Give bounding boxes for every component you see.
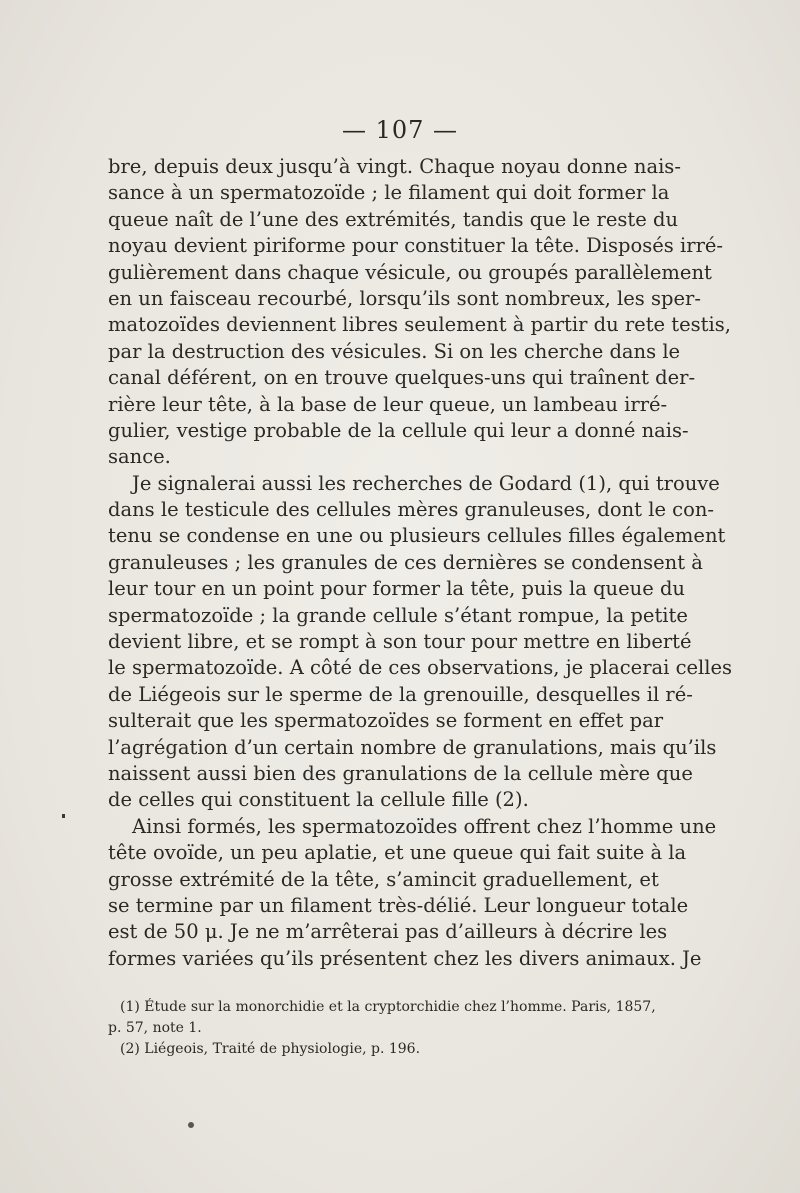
text-line: en un faisceau recourbé, lorsqu’ils sont nombreux, les sper- (108, 286, 701, 310)
text-line: Ainsi formés, les spermatozoïdes offrent chez l’homme une (132, 814, 717, 838)
text-line: de celles qui constituent la cellule fille (2). (108, 788, 529, 812)
text-line: gulièrement dans chaque vésicule, ou groupés parallèlement (108, 260, 712, 284)
text-line: queue naît de l’une des extrémités, tandis que le reste du (108, 207, 679, 231)
text-line: se termine par un filament très-délié. Leur longueur totale (108, 893, 689, 917)
text-line: le spermatozoïde. A côté de ces observations, je placerai celles (108, 656, 733, 680)
text-line: gulier, vestige probable de la cellule qui leur a donné nais- (108, 418, 689, 442)
text-line: sance à un spermatozoïde ; le filament qui doit former la (108, 181, 670, 205)
text-line: est de 50 μ. Je ne m’arrêterai pas d’ailleurs à décrire les (108, 920, 668, 944)
text-line: spermatozoïde ; la grande cellule s’étant rompue, la petite (108, 603, 688, 627)
text-line: tenu se condense en une ou plusieurs cellules filles également (108, 524, 726, 548)
text-line: leur tour en un point pour former la tête, puis la queue du (108, 577, 685, 601)
ink-spot (188, 1122, 194, 1128)
text-line: bre, depuis deux jusqu’à vingt. Chaque noyau donne nais- (108, 155, 681, 178)
text-line: granuleuses ; les granules de ces dernières se condensent à (108, 550, 703, 574)
text-line: tête ovoïde, un peu aplatie, et une queue qui fait suite à la (108, 841, 687, 865)
text-line: l’agrégation d’un certain nombre de granulations, mais qu’ils (108, 735, 717, 759)
text-line: naissent aussi bien des granulations de la cellule mère que (108, 761, 693, 785)
margin-mark (62, 814, 65, 818)
text-line: par la destruction des vésicules. Si on les cherche dans le (108, 339, 681, 363)
body-text (108, 154, 733, 972)
text-line: noyau devient piriforme pour constituer la tête. Disposés irré- (108, 234, 724, 258)
text-line: Je signalerai aussi les recherches de Godard (1), qui trouve (132, 471, 720, 495)
text-line: canal déférent, on en trouve quelques-uns qui traînent der- (108, 366, 696, 390)
text-line: sance. (108, 445, 171, 469)
text-line: devient libre, et se rompt à son tour pour mettre en liberté (108, 630, 692, 654)
footnote-1-continued: p. 57, note 1. (108, 1020, 202, 1036)
text-line: sulterait que les spermatozoïdes se forment en effet par (108, 709, 664, 733)
footnotes (108, 997, 656, 1060)
text-line: matozoïdes deviennent libres seulement à partir du rete testis, (108, 313, 731, 337)
text-line: dans le testicule des cellules mères granuleuses, dont le con- (108, 498, 714, 522)
footnote-1: (1) Étude sur la monorchidie et la cryptorchidie chez l’homme. Paris, 1857, (120, 999, 656, 1015)
text-line: rière leur tête, à la base de leur queue, un lambeau irré- (108, 392, 668, 416)
footnote-2: (2) Liégeois, Traité de physiologie, p. 196. (120, 1041, 421, 1057)
text-line: formes variées qu’ils présentent chez les divers animaux. Je (108, 946, 702, 970)
page-number: — 107 — (341, 116, 459, 144)
text-line: grosse extrémité de la tête, s’amincit graduellement, et (108, 867, 659, 891)
text-line: de Liégeois sur le sperme de la grenouille, desquelles il ré- (108, 682, 693, 706)
